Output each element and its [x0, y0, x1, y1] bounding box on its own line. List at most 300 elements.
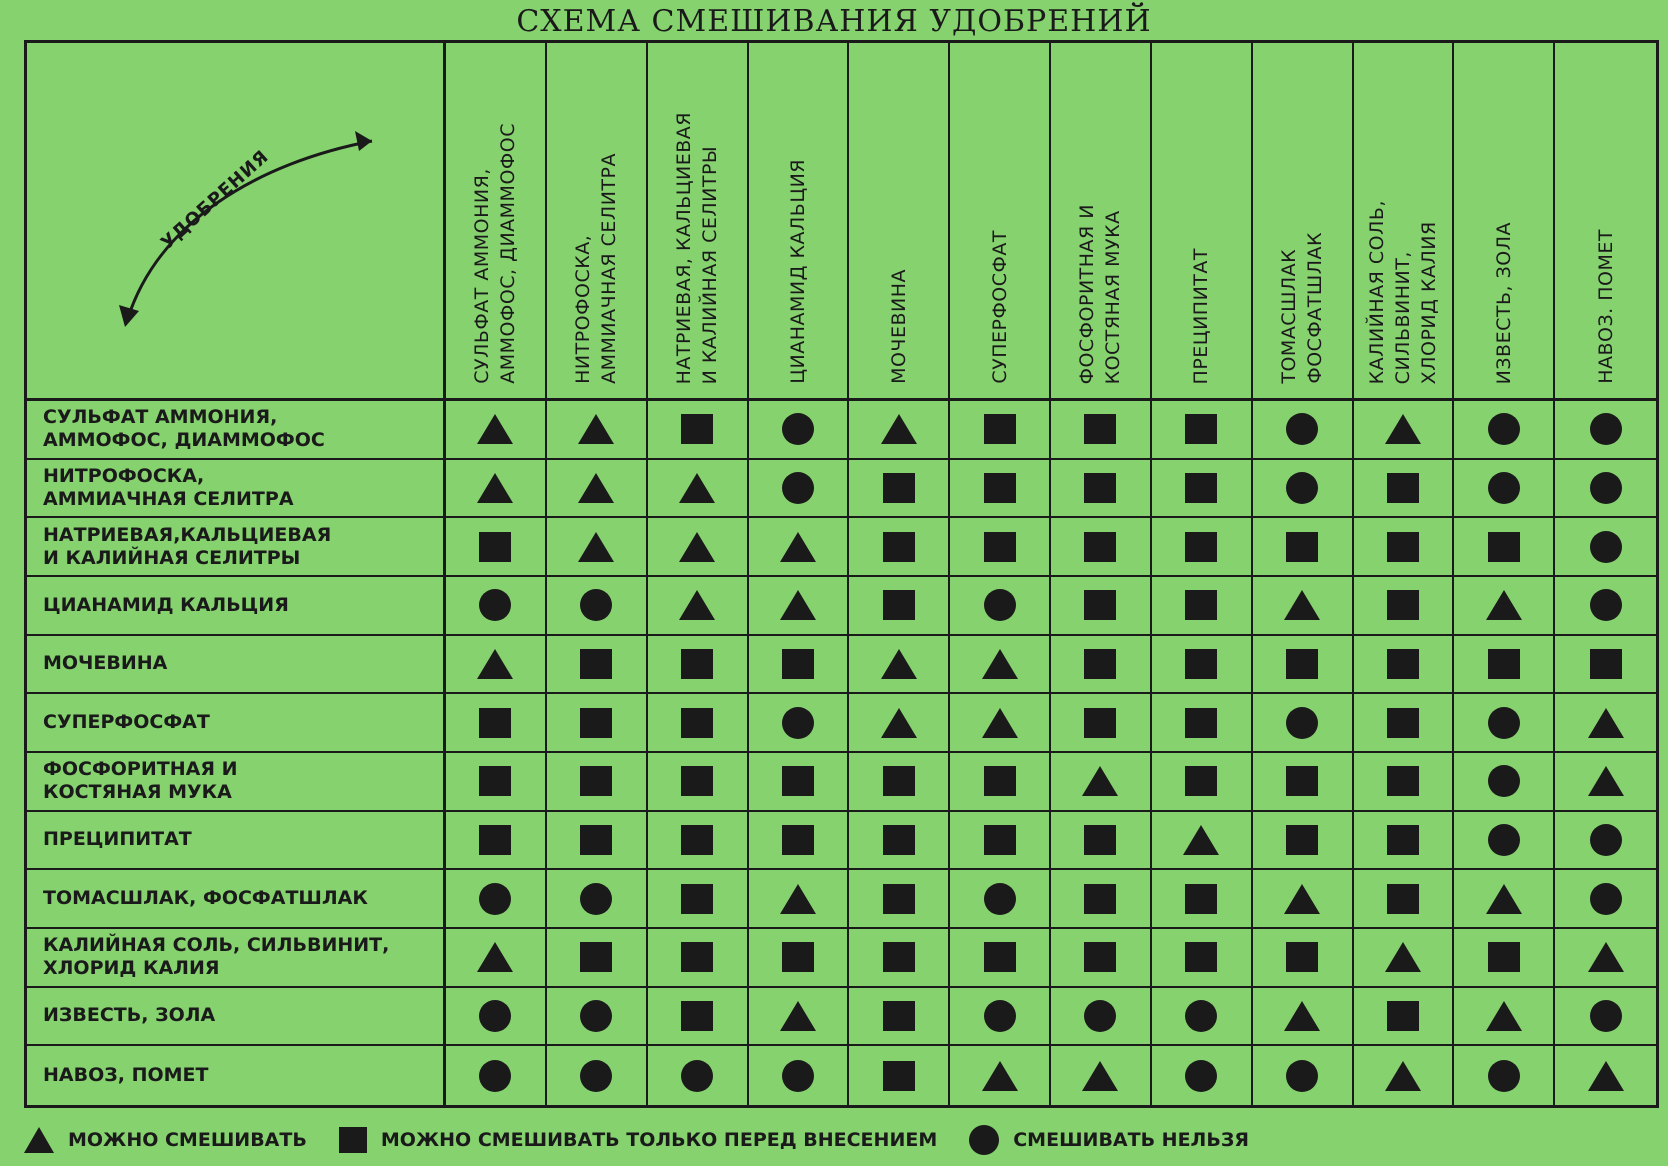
- square-icon: [681, 708, 713, 738]
- table-cell: [1152, 577, 1253, 636]
- square-icon: [1185, 942, 1217, 972]
- circle-icon: [580, 589, 612, 621]
- table-cell: [1253, 1046, 1354, 1105]
- square-icon: [681, 825, 713, 855]
- table-cell: [749, 401, 850, 460]
- column-header: [547, 43, 648, 401]
- square-icon: [681, 766, 713, 796]
- table-cell: [547, 753, 648, 812]
- table-cell: [1454, 577, 1555, 636]
- triangle-icon: [1385, 1061, 1421, 1091]
- table-cell: [1555, 870, 1656, 929]
- column-header-label: МОЧЕВИНА: [887, 269, 910, 384]
- table-cell: [950, 870, 1051, 929]
- table-cell: [1152, 636, 1253, 695]
- table-cell: [1555, 988, 1656, 1047]
- legend-item: [339, 1127, 937, 1153]
- circle-icon: [479, 1060, 511, 1092]
- table-cell: [1152, 401, 1253, 460]
- row-header: ЦИАНАМИД КАЛЬЦИЯ: [27, 577, 446, 636]
- legend-label: МОЖНО СМЕШИВАТЬ ТОЛЬКО ПЕРЕД ВНЕСЕНИЕМ: [380, 1129, 938, 1151]
- table-cell: [1152, 1046, 1253, 1105]
- square-icon: [1286, 942, 1318, 972]
- square-icon: [1084, 590, 1116, 620]
- table-cell: [1051, 518, 1152, 577]
- table-cell: [1555, 753, 1656, 812]
- circle-icon: [479, 589, 511, 621]
- table-cell: [1051, 812, 1152, 871]
- table-cell: [1354, 753, 1455, 812]
- square-icon: [1387, 766, 1419, 796]
- triangle-icon: [1588, 1061, 1624, 1091]
- table-cell: [1454, 1046, 1555, 1105]
- table-cell: [547, 401, 648, 460]
- legend-label: МОЖНО СМЕШИВАТЬ: [68, 1129, 307, 1151]
- triangle-icon: [982, 708, 1018, 738]
- square-icon: [1185, 473, 1217, 503]
- square-icon: [1185, 708, 1217, 738]
- square-icon: [479, 532, 511, 562]
- table-cell: [749, 694, 850, 753]
- table-cell: [1051, 870, 1152, 929]
- table-cell: [1051, 577, 1152, 636]
- column-header-label: ЦИАНАМИД КАЛЬЦИЯ: [786, 159, 809, 384]
- triangle-icon: [1588, 708, 1624, 738]
- column-header-label: ФОСФОРИТНАЯ И КОСТЯНАЯ МУКА: [1076, 203, 1125, 384]
- square-icon: [1084, 884, 1116, 914]
- triangle-icon: [578, 532, 614, 562]
- square-icon: [883, 825, 915, 855]
- square-icon: [1387, 825, 1419, 855]
- table-cell: [1454, 753, 1555, 812]
- row-header: КАЛИЙНАЯ СОЛЬ, СИЛЬВИНИТ, ХЛОРИД КАЛИЯ: [27, 929, 446, 988]
- table-cell: [1354, 870, 1455, 929]
- square-icon: [339, 1127, 367, 1153]
- column-header: [849, 43, 950, 401]
- table-cell: [547, 929, 648, 988]
- table-cell: [547, 988, 648, 1047]
- square-icon: [1084, 414, 1116, 444]
- table-cell: [1354, 988, 1455, 1047]
- circle-icon: [782, 472, 814, 504]
- table-cell: [849, 812, 950, 871]
- circle-icon: [1286, 707, 1318, 739]
- table-cell: [648, 929, 749, 988]
- square-icon: [782, 649, 814, 679]
- table-cell: [1354, 1046, 1455, 1105]
- square-icon: [883, 884, 915, 914]
- table-cell: [446, 401, 547, 460]
- column-header-label: КАЛИЙНАЯ СОЛЬ, СИЛЬВИНИТ, ХЛОРИД КАЛИЯ: [1365, 199, 1440, 384]
- column-header-label: ИЗВЕСТЬ, ЗОЛА: [1492, 221, 1515, 384]
- circle-icon: [1590, 531, 1622, 563]
- column-header-label: ПРЕЦИПИТАТ: [1190, 247, 1213, 384]
- table-cell: [1152, 518, 1253, 577]
- triangle-icon: [1284, 590, 1320, 620]
- table-cell: [1253, 929, 1354, 988]
- triangle-icon: [477, 942, 513, 972]
- circle-icon: [1590, 413, 1622, 445]
- square-icon: [580, 649, 612, 679]
- table-cell: [446, 694, 547, 753]
- table-cell: [749, 636, 850, 695]
- table-cell: [648, 694, 749, 753]
- column-header: [1253, 43, 1354, 401]
- mixing-table: [24, 40, 1659, 1108]
- table-cell: [547, 518, 648, 577]
- table-cell: [849, 1046, 950, 1105]
- row-header: СУЛЬФАТ АММОНИЯ, АММОФОС, ДИАММОФОС: [27, 401, 446, 460]
- table-cell: [1555, 694, 1656, 753]
- triangle-icon: [1588, 766, 1624, 796]
- circle-icon: [681, 1060, 713, 1092]
- table-cell: [849, 870, 950, 929]
- row-header: ТОМАСШЛАК, ФОСФАТШЛАК: [27, 870, 446, 929]
- table-cell: [446, 577, 547, 636]
- table-cell: [446, 636, 547, 695]
- circle-icon: [1590, 824, 1622, 856]
- triangle-icon: [1385, 942, 1421, 972]
- circle-icon: [1590, 883, 1622, 915]
- table-cell: [849, 929, 950, 988]
- circle-icon: [479, 883, 511, 915]
- table-cell: [1152, 988, 1253, 1047]
- triangle-icon: [679, 590, 715, 620]
- square-icon: [883, 1001, 915, 1031]
- square-icon: [1084, 708, 1116, 738]
- table-cell: [749, 812, 850, 871]
- table-cell: [749, 460, 850, 519]
- square-icon: [883, 590, 915, 620]
- column-header: [950, 43, 1051, 401]
- table-cell: [446, 460, 547, 519]
- square-icon: [1286, 532, 1318, 562]
- table-cell: [950, 694, 1051, 753]
- square-icon: [984, 532, 1016, 562]
- table-cell: [849, 518, 950, 577]
- table-cell: [446, 870, 547, 929]
- table-cell: [1051, 753, 1152, 812]
- circle-icon: [782, 413, 814, 445]
- triangle-icon: [1486, 590, 1522, 620]
- square-icon: [782, 825, 814, 855]
- table-cell: [1152, 460, 1253, 519]
- row-header: ФОСФОРИТНАЯ И КОСТЯНАЯ МУКА: [27, 753, 446, 812]
- triangle-icon: [1183, 825, 1219, 855]
- triangle-icon: [477, 414, 513, 444]
- triangle-icon: [881, 708, 917, 738]
- square-icon: [681, 1001, 713, 1031]
- table-cell: [950, 753, 1051, 812]
- table-cell: [1253, 518, 1354, 577]
- table-cell: [1253, 988, 1354, 1047]
- table-cell: [1454, 694, 1555, 753]
- table-cell: [749, 577, 850, 636]
- circle-icon: [580, 883, 612, 915]
- triangle-icon: [780, 884, 816, 914]
- table-cell: [1354, 812, 1455, 871]
- table-cell: [849, 577, 950, 636]
- triangle-icon: [679, 532, 715, 562]
- square-icon: [479, 825, 511, 855]
- triangle-icon: [578, 414, 614, 444]
- square-icon: [883, 473, 915, 503]
- table-cell: [648, 870, 749, 929]
- square-icon: [1286, 649, 1318, 679]
- square-icon: [1185, 532, 1217, 562]
- circle-icon: [1590, 1000, 1622, 1032]
- square-icon: [984, 942, 1016, 972]
- table-cell: [547, 577, 648, 636]
- table-cell: [950, 577, 1051, 636]
- square-icon: [1286, 825, 1318, 855]
- square-icon: [1387, 590, 1419, 620]
- column-header-label: СУПЕРФОСФАТ: [988, 230, 1011, 384]
- curved-arrow-icon: [27, 43, 443, 398]
- table-cell: [1555, 460, 1656, 519]
- table-cell: [1051, 401, 1152, 460]
- circle-icon: [1488, 1060, 1520, 1092]
- table-cell: [547, 812, 648, 871]
- circle-icon: [1286, 413, 1318, 445]
- square-icon: [1185, 884, 1217, 914]
- table-cell: [849, 460, 950, 519]
- table-cell: [1454, 812, 1555, 871]
- row-header: НИТРОФОСКА, АММИАЧНАЯ СЕЛИТРА: [27, 460, 446, 519]
- table-cell: [1555, 577, 1656, 636]
- table-cell: [1253, 870, 1354, 929]
- circle-icon: [1488, 765, 1520, 797]
- table-corner: [27, 43, 446, 401]
- table-cell: [1454, 636, 1555, 695]
- square-icon: [479, 766, 511, 796]
- triangle-icon: [1082, 1061, 1118, 1091]
- triangle-icon: [982, 649, 1018, 679]
- square-icon: [479, 708, 511, 738]
- triangle-icon: [881, 414, 917, 444]
- circle-icon: [1084, 1000, 1116, 1032]
- column-header-label: ТОМАСШЛАК ФОСФАТШЛАК: [1278, 232, 1327, 384]
- column-header: [1354, 43, 1455, 401]
- table-cell: [1354, 636, 1455, 695]
- table-cell: [446, 988, 547, 1047]
- square-icon: [580, 942, 612, 972]
- square-icon: [883, 766, 915, 796]
- table-cell: [749, 929, 850, 988]
- square-icon: [984, 414, 1016, 444]
- circle-icon: [782, 707, 814, 739]
- triangle-icon: [1486, 1001, 1522, 1031]
- table-cell: [1555, 812, 1656, 871]
- circle-icon: [984, 1000, 1016, 1032]
- square-icon: [1084, 825, 1116, 855]
- table-cell: [446, 929, 547, 988]
- table-cell: [1051, 988, 1152, 1047]
- legend-item: [24, 1127, 307, 1153]
- column-header: [749, 43, 850, 401]
- table-cell: [446, 518, 547, 577]
- table-cell: [1152, 929, 1253, 988]
- column-header-label: СУЛЬФАТ АММОНИЯ, АММОФОС, ДИАММОФОС: [471, 123, 520, 384]
- table-cell: [849, 401, 950, 460]
- legend-item: [969, 1125, 1249, 1155]
- square-icon: [681, 884, 713, 914]
- table-cell: [1555, 518, 1656, 577]
- corner-label: УДОБРЕНИЯ: [157, 146, 274, 254]
- table-cell: [849, 988, 950, 1047]
- square-icon: [782, 766, 814, 796]
- table-cell: [749, 753, 850, 812]
- table-cell: [849, 753, 950, 812]
- table-cell: [1051, 929, 1152, 988]
- triangle-icon: [477, 649, 513, 679]
- square-icon: [1387, 473, 1419, 503]
- table-cell: [648, 753, 749, 812]
- table-cell: [1253, 753, 1354, 812]
- square-icon: [883, 1061, 915, 1091]
- square-icon: [681, 942, 713, 972]
- triangle-icon: [1284, 1001, 1320, 1031]
- square-icon: [1488, 942, 1520, 972]
- square-icon: [681, 414, 713, 444]
- triangle-icon: [1284, 884, 1320, 914]
- table-cell: [849, 694, 950, 753]
- circle-icon: [1185, 1060, 1217, 1092]
- table-cell: [1152, 812, 1253, 871]
- table-cell: [1555, 636, 1656, 695]
- table-cell: [547, 460, 648, 519]
- table-cell: [950, 636, 1051, 695]
- circle-icon: [1590, 589, 1622, 621]
- table-cell: [1051, 694, 1152, 753]
- column-header: [1152, 43, 1253, 401]
- table-cell: [1051, 636, 1152, 695]
- triangle-icon: [24, 1127, 54, 1153]
- square-icon: [1387, 649, 1419, 679]
- row-header: НАТРИЕВАЯ,КАЛЬЦИЕВАЯ И КАЛИЙНАЯ СЕЛИТРЫ: [27, 518, 446, 577]
- square-icon: [1488, 532, 1520, 562]
- circle-icon: [1590, 472, 1622, 504]
- circle-icon: [1185, 1000, 1217, 1032]
- square-icon: [1185, 414, 1217, 444]
- table-cell: [1555, 1046, 1656, 1105]
- column-header: [1454, 43, 1555, 401]
- table-cell: [547, 1046, 648, 1105]
- circle-icon: [984, 589, 1016, 621]
- row-header: ИЗВЕСТЬ, ЗОЛА: [27, 988, 446, 1047]
- table-cell: [1152, 870, 1253, 929]
- column-header-label: НАТРИЕВАЯ, КАЛЬЦИЕВАЯ И КАЛИЙНАЯ СЕЛИТРЫ: [673, 111, 722, 384]
- triangle-icon: [1486, 884, 1522, 914]
- table-cell: [1253, 812, 1354, 871]
- triangle-icon: [679, 473, 715, 503]
- row-header: НАВОЗ, ПОМЕТ: [27, 1046, 446, 1105]
- table-cell: [1354, 460, 1455, 519]
- square-icon: [1185, 766, 1217, 796]
- triangle-icon: [780, 1001, 816, 1031]
- table-cell: [1555, 401, 1656, 460]
- row-header: СУПЕРФОСФАТ: [27, 694, 446, 753]
- square-icon: [1084, 942, 1116, 972]
- table-cell: [648, 577, 749, 636]
- row-header: ПРЕЦИПИТАТ: [27, 812, 446, 871]
- table-cell: [1354, 929, 1455, 988]
- table-cell: [648, 518, 749, 577]
- table-cell: [749, 988, 850, 1047]
- circle-icon: [782, 1060, 814, 1092]
- table-cell: [1354, 518, 1455, 577]
- square-icon: [984, 473, 1016, 503]
- circle-icon: [1488, 413, 1520, 445]
- square-icon: [1084, 473, 1116, 503]
- square-icon: [1590, 649, 1622, 679]
- row-header: МОЧЕВИНА: [27, 636, 446, 695]
- square-icon: [1387, 1001, 1419, 1031]
- legend: [24, 1118, 1644, 1162]
- table-cell: [648, 636, 749, 695]
- table-cell: [1354, 694, 1455, 753]
- column-header-label: НИТРОФОСКА, АММИАЧНАЯ СЕЛИТРА: [572, 153, 621, 384]
- table-cell: [950, 1046, 1051, 1105]
- square-icon: [984, 766, 1016, 796]
- circle-icon: [1488, 707, 1520, 739]
- table-cell: [1152, 694, 1253, 753]
- table-cell: [547, 636, 648, 695]
- table-cell: [1152, 753, 1253, 812]
- square-icon: [1387, 884, 1419, 914]
- table-cell: [849, 636, 950, 695]
- table-cell: [1253, 636, 1354, 695]
- triangle-icon: [1588, 942, 1624, 972]
- triangle-icon: [881, 649, 917, 679]
- table-cell: [1051, 460, 1152, 519]
- triangle-icon: [780, 532, 816, 562]
- table-cell: [950, 929, 1051, 988]
- square-icon: [782, 942, 814, 972]
- table-cell: [950, 812, 1051, 871]
- table-cell: [648, 460, 749, 519]
- circle-icon: [580, 1000, 612, 1032]
- circle-icon: [1488, 824, 1520, 856]
- table-cell: [950, 988, 1051, 1047]
- triangle-icon: [477, 473, 513, 503]
- table-cell: [1253, 401, 1354, 460]
- table-cell: [1454, 518, 1555, 577]
- square-icon: [1488, 649, 1520, 679]
- legend-label: СМЕШИВАТЬ НЕЛЬЗЯ: [1013, 1129, 1249, 1151]
- table-cell: [1454, 929, 1555, 988]
- square-icon: [580, 708, 612, 738]
- circle-icon: [1488, 472, 1520, 504]
- column-header: [1051, 43, 1152, 401]
- table-cell: [1051, 1046, 1152, 1105]
- table-cell: [749, 1046, 850, 1105]
- table-cell: [648, 1046, 749, 1105]
- square-icon: [580, 766, 612, 796]
- table-cell: [446, 812, 547, 871]
- table-cell: [1253, 694, 1354, 753]
- triangle-icon: [1385, 414, 1421, 444]
- triangle-icon: [578, 473, 614, 503]
- square-icon: [883, 942, 915, 972]
- square-icon: [1185, 590, 1217, 620]
- table-cell: [749, 518, 850, 577]
- table-cell: [648, 812, 749, 871]
- column-header: [446, 43, 547, 401]
- circle-icon: [479, 1000, 511, 1032]
- table-cell: [950, 401, 1051, 460]
- square-icon: [681, 649, 713, 679]
